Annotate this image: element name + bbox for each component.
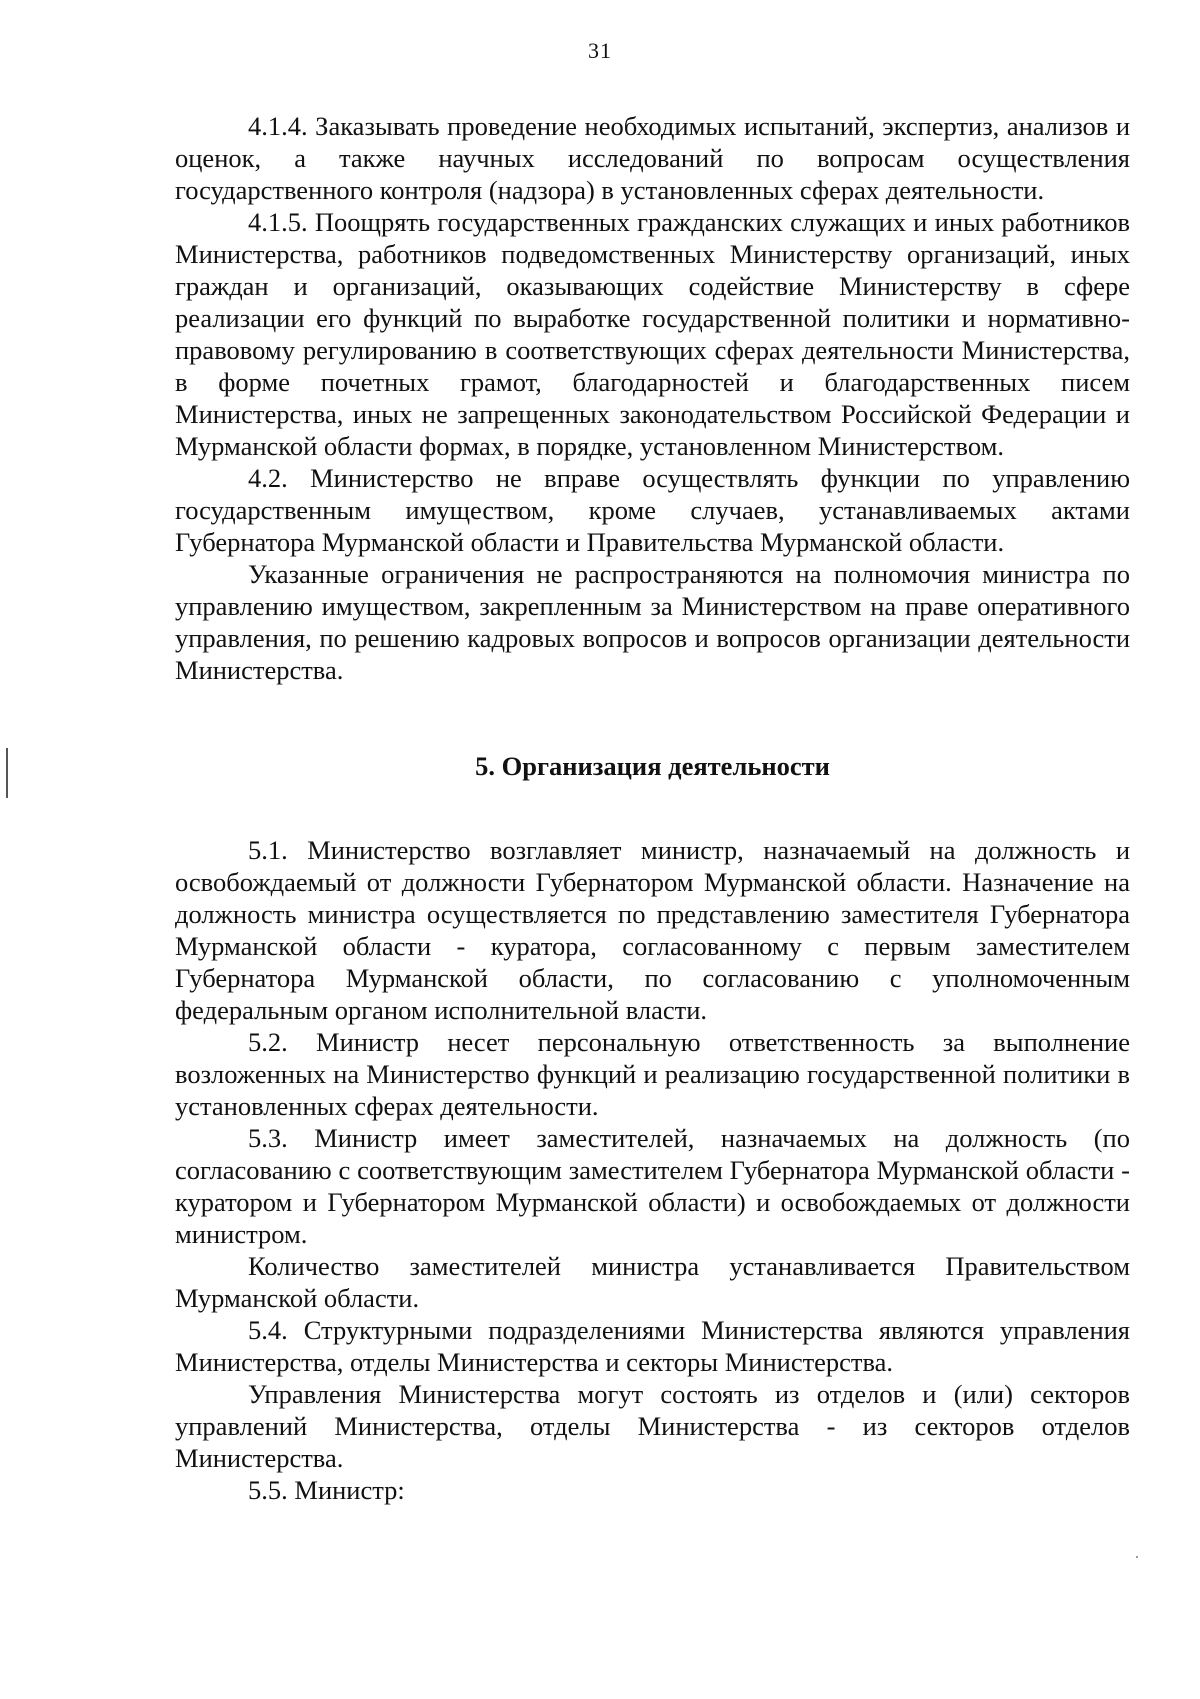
paragraph-5-3: 5.3. Министр имеет заместителей, назначаемых на должность (по согласованию с соответствующим заместителем Губернатора Мурманской области - куратором и Губернатором Мурманской области) и освобождаемых от должности министром. <box>175 1123 1130 1249</box>
scan-margin-mark <box>6 748 8 798</box>
paragraph-4-1-4: 4.1.4. Заказывать проведение необходимых испытаний, экспертиз, анализов и оценок, а также научных исследований по вопросам осуществления государственного контроля (надзора) в установленных сферах деятельности. <box>175 111 1130 205</box>
section-heading: 5. Организация деятельности <box>475 751 830 781</box>
paragraph-4-2-restrictions: Указанные ограничения не распространяются на полномочия министра по управлению имуществом, закрепленным за Министерством на праве оперативного управления, по решению кадровых вопросов и вопросов организации деятельности Министерства. <box>175 559 1130 685</box>
document-body <box>175 110 1130 1506</box>
page-number: 31 <box>588 38 612 63</box>
paragraph-4-2: 4.2. Министерство не вправе осуществлять функции по управлению государственным имуществом, кроме случаев, устанавливаемых актами Губернатора Мурманской области и Правительства Мурманской области. <box>175 463 1130 557</box>
paragraph-5-3-deputies-count: Количество заместителей министра устанавливается Правительством Мурманской области. <box>175 1251 1130 1313</box>
paragraph-5-4-structure: Управления Министерства могут состоять из отделов и (или) секторов управлений Министерства, отделы Министерства - из секторов отделов Министерства. <box>175 1379 1130 1473</box>
paragraph-5-2: 5.2. Министр несет персональную ответственность за выполнение возложенных на Министерство функций и реализацию государственной политики в установленных сферах деятельности. <box>175 1027 1130 1121</box>
paragraph-5-1: 5.1. Министерство возглавляет министр, назначаемый на должность и освобождаемый от должности Губернатором Мурманской области. Назначение на должность министра осуществляется по представлению заместителя Губернатора Мурманской области - куратора, согласованному с первым заместителем Губернатора Мурманской области, по согласованию с уполномоченным федеральным органом исполнительной власти. <box>175 835 1130 1025</box>
paragraph-5-4: 5.4. Структурными подразделениями Министерства являются управления Министерства, отделы Министерства и секторы Министерства. <box>175 1315 1130 1377</box>
scan-dust-mark <box>1136 1556 1138 1558</box>
paragraph-5-5: 5.5. Министр: <box>248 1475 405 1505</box>
paragraph-4-1-5: 4.1.5. Поощрять государственных гражданских служащих и иных работников Министерства, работников подведомственных Министерству организаций, иных граждан и организаций, оказывающих содействие Министерству в сфере реализации его функций по выработке государственной политики и нормативно-правовому регулированию в соответствующих сферах деятельности Министерства, в форме почетных грамот, благодарностей и благодарственных писем Министерства, иных не запрещенных законодательством Российской Федерации и Мурманской области формах, в порядке, установленном Министерством. <box>175 207 1130 461</box>
